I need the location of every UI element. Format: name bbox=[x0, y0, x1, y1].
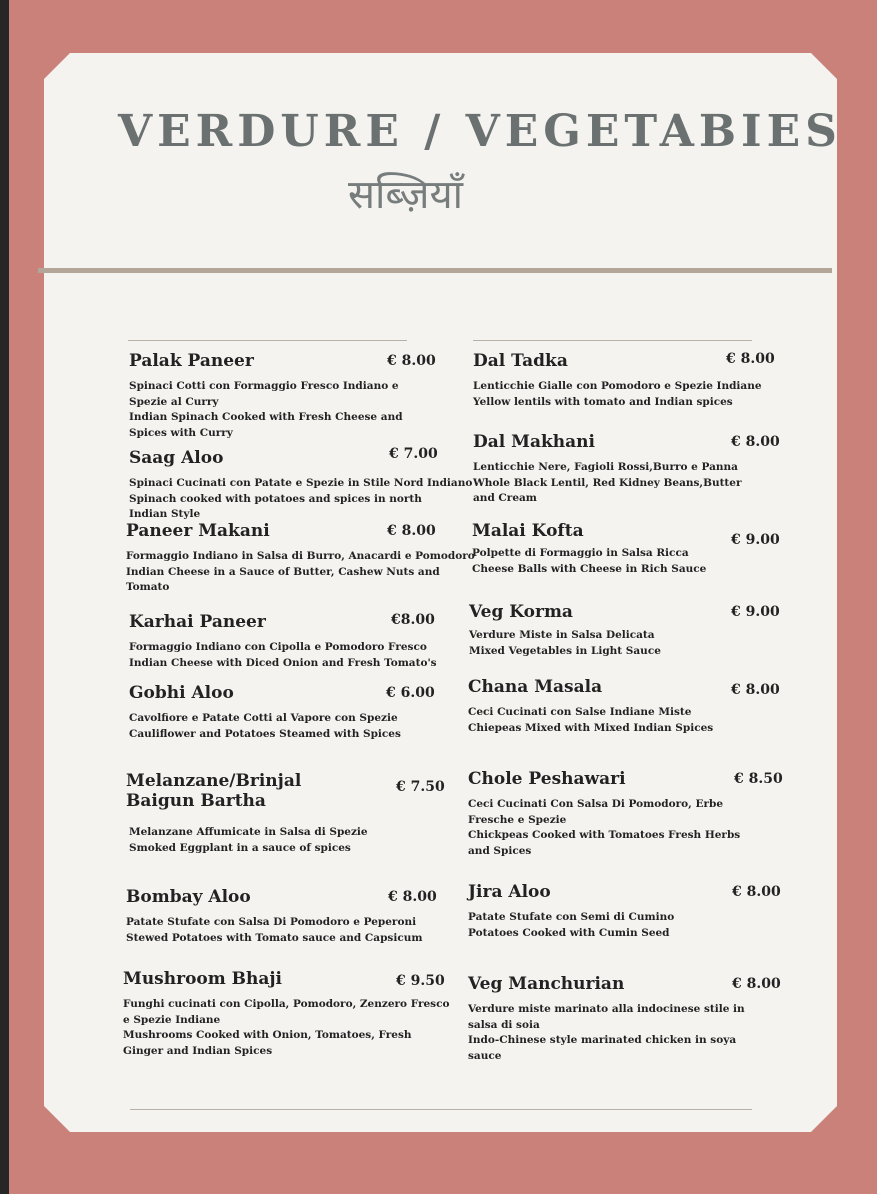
menu-item-name: Chole Peshawari bbox=[468, 769, 626, 789]
menu-item bbox=[126, 521, 475, 596]
menu-item-price: € 7.50 bbox=[396, 779, 445, 795]
footer-rule bbox=[130, 1109, 752, 1110]
menu-item-description: Ceci Cucinati Con Salsa Di Pomodoro, Erbe Fresche e Spezie Chickpeas Cooked with Tomatoes Fresh Herbs and Spices bbox=[468, 798, 741, 857]
menu-item bbox=[472, 521, 782, 577]
menu-item-name: Mushroom Bhaji bbox=[123, 969, 283, 989]
menu-item-name: Chana Masala bbox=[468, 677, 603, 697]
menu-item-name: Veg Manchurian bbox=[468, 974, 625, 994]
menu-item-price: € 8.50 bbox=[734, 771, 783, 787]
menu-item-description: Lenticchie Gialle con Pomodoro e Spezie Indiane Yellow lentils with tomato and Indian spices bbox=[473, 380, 762, 408]
menu-item-description: Formaggio Indiano in Salsa di Burro, Anacardi e Pomodoro Indian Cheese in a Sauce of Butter, Cashew Nuts and Tomato bbox=[126, 550, 475, 593]
menu-item bbox=[129, 612, 439, 671]
menu-item-name: Bombay Aloo bbox=[126, 887, 251, 907]
menu-item-price: € 8.00 bbox=[388, 889, 437, 905]
menu-item-name: Dal Tadka bbox=[473, 351, 568, 371]
menu-item bbox=[129, 446, 473, 523]
menu-item-name: Dal Makhani bbox=[473, 432, 595, 452]
menu-item-price: € 8.00 bbox=[731, 682, 780, 698]
left-column-rule bbox=[128, 340, 407, 341]
menu-item bbox=[469, 602, 779, 659]
page-title: VERDURE / VEGETABIES bbox=[118, 106, 842, 157]
menu-item-name-line-2: Baigun Bartha bbox=[126, 791, 266, 811]
menu-item-price: € 8.00 bbox=[726, 351, 775, 367]
menu-item-price: € 8.00 bbox=[731, 434, 780, 450]
menu-item-price: € 9.50 bbox=[396, 973, 445, 989]
menu-item-name: Paneer Makani bbox=[126, 521, 270, 541]
menu-item-name: Melanzane/Brinjal bbox=[126, 771, 302, 791]
menu-item-price: € 8.00 bbox=[387, 353, 436, 369]
menu-item-price: € 7.00 bbox=[389, 446, 438, 462]
menu-item-name: Gobhi Aloo bbox=[129, 683, 234, 703]
menu-item bbox=[126, 887, 446, 946]
menu-item-price: € 8.00 bbox=[732, 976, 781, 992]
menu-item-name: Saag Aloo bbox=[129, 448, 224, 468]
menu-item bbox=[468, 769, 783, 859]
menu-item bbox=[123, 969, 453, 1059]
menu-item-price: € 6.00 bbox=[386, 685, 435, 701]
menu-item-name: Malai Kofta bbox=[472, 521, 584, 541]
menu-item-description: Formaggio Indiano con Cipolla e Pomodoro Fresco Indian Cheese with Diced Onion and Fresh Tomato's bbox=[129, 641, 437, 669]
menu-item-description: Patate Stufate con Salsa Di Pomodoro e Peperoni Stewed Potatoes with Tomato sauce and Capsicum bbox=[126, 916, 423, 944]
menu-item-description: Funghi cucinati con Cipolla, Pomodoro, Zenzero Fresco e Spezie Indiane Mushrooms Cooked with Onion, Tomatoes, Fresh Ginger and Indian Spices bbox=[123, 998, 450, 1057]
menu-item-name: Jira Aloo bbox=[468, 882, 551, 902]
menu-item bbox=[473, 351, 783, 410]
right-column-rule bbox=[473, 340, 752, 341]
left-edge-strip bbox=[0, 0, 9, 1194]
menu-item bbox=[473, 432, 783, 507]
menu-item-description: Verdure miste marinato alla indocinese stile in salsa di soia Indo-Chinese style marinated chicken in soya sauce bbox=[468, 1003, 745, 1062]
header-divider bbox=[38, 268, 832, 273]
menu-item bbox=[468, 882, 783, 941]
menu-item-price: € 9.00 bbox=[731, 532, 780, 548]
menu-item-price: € 9.00 bbox=[731, 604, 780, 620]
menu-item-description: Polpette di Formaggio in Salsa Ricca Cheese Balls with Cheese in Rich Sauce bbox=[472, 547, 707, 575]
menu-item-description: Spinaci Cotti con Formaggio Fresco Indiano e Spezie al Curry Indian Spinach Cooked with Fresh Cheese and Spices with Curry bbox=[129, 380, 403, 439]
menu-item-description: Ceci Cucinati con Salse Indiane Miste Chiepeas Mixed with Mixed Indian Spices bbox=[468, 706, 714, 734]
menu-item-description: Spinaci Cucinati con Patate e Spezie in Stile Nord Indiano Spinach cooked with potatoes and spices in north Indian Style bbox=[129, 477, 473, 520]
page-subtitle-hindi: सब्ज़ियाँ bbox=[348, 172, 463, 218]
menu-item-description: Melanzane Affumicate in Salsa di Spezie Smoked Eggplant in a sauce of spices bbox=[129, 826, 368, 854]
menu-item bbox=[468, 677, 783, 736]
menu-item-description: Verdure Miste in Salsa Delicata Mixed Vegetables in Light Sauce bbox=[469, 629, 661, 657]
menu-item bbox=[126, 771, 446, 856]
menu-item bbox=[129, 351, 439, 441]
menu-item bbox=[468, 974, 783, 1064]
menu-item-description: Lenticchie Nere, Fagioli Rossi,Burro e Panna Whole Black Lentil, Red Kidney Beans,Butter and Cream bbox=[473, 461, 742, 504]
menu-item-name: Palak Paneer bbox=[129, 351, 254, 371]
menu-item-price: €8.00 bbox=[391, 612, 435, 628]
menu-item-price: € 8.00 bbox=[387, 523, 436, 539]
menu-item-description: Patate Stufate con Semi di Cumino Potatoes Cooked with Cumin Seed bbox=[468, 911, 675, 939]
menu-item bbox=[129, 683, 439, 742]
menu-item-name: Veg Korma bbox=[469, 602, 573, 622]
menu-item-price: € 8.00 bbox=[732, 884, 781, 900]
menu-item-name: Karhai Paneer bbox=[129, 612, 266, 632]
menu-item-description: Cavolfiore e Patate Cotti al Vapore con Spezie Cauliflower and Potatoes Steamed with Spices bbox=[129, 712, 401, 740]
